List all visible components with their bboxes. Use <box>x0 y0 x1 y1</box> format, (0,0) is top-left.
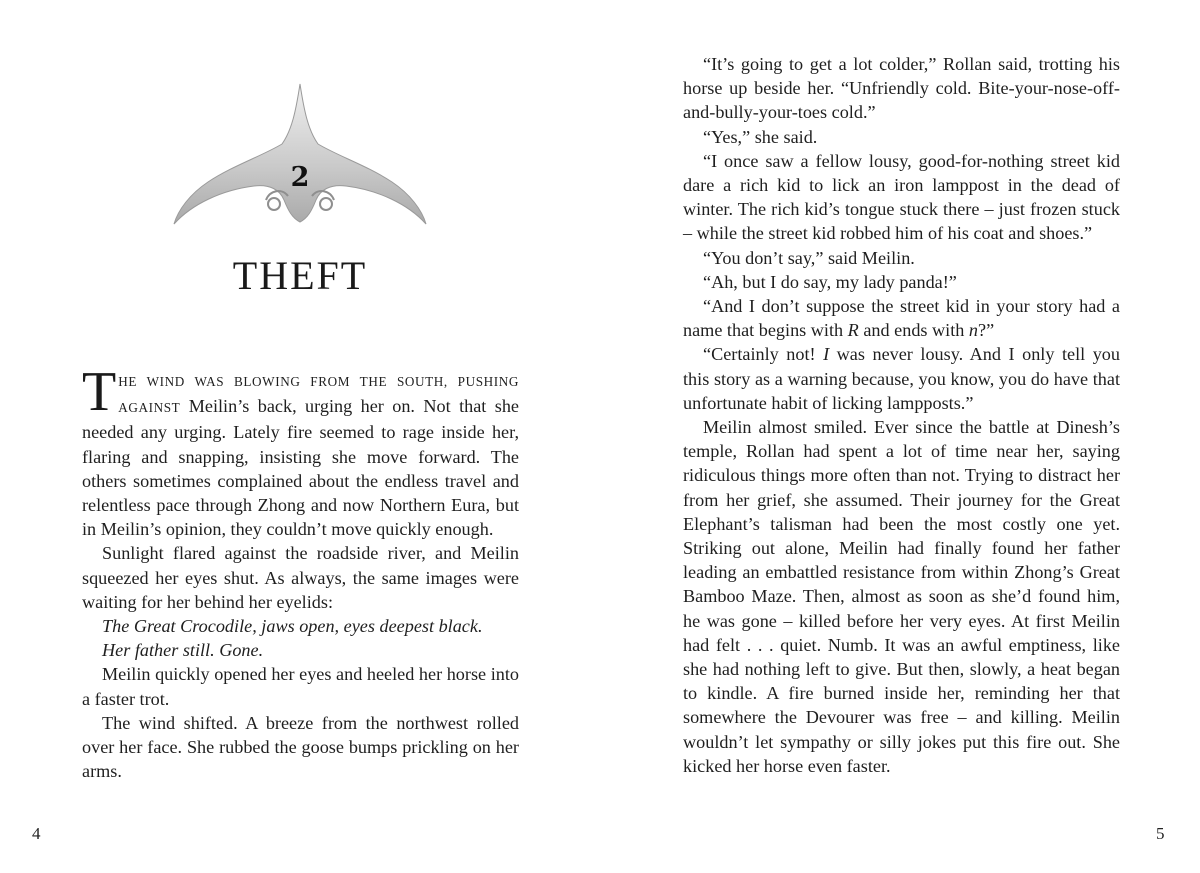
paragraph <box>82 361 519 541</box>
left-page-body <box>82 361 519 783</box>
paragraph-text: was never lousy. And I only tell you this story as a warning because, you know, you do have that unfortunate habit of licking lampposts.” <box>683 344 1120 413</box>
paragraph-text: Meilin’s back, urging her on. Not that she needed any urging. Lately fire seemed to rage inside her, flaring and snapping, insisting she move forward. The others sometimes complained about the endless travel and relentless pace through Zhong and now Northern Eura, but in Meilin’s opinion, they couldn’t move quickly enough. <box>82 396 519 540</box>
paragraph <box>683 342 1120 415</box>
paragraph-text: and ends with <box>858 320 969 341</box>
paragraph: Sunlight flared against the roadside river, and Meilin squeezed her eyes shut. As always, the same images were waiting for her behind her eyelids: <box>82 543 519 612</box>
paragraph <box>683 294 1120 342</box>
page-number-right: 5 <box>1156 824 1165 843</box>
paragraph: “Yes,” she said. <box>703 126 818 147</box>
paragraph-text: ?” <box>978 320 995 341</box>
paragraph: Meilin quickly opened her eyes and heeled her horse into a faster trot. <box>82 664 519 709</box>
paragraph: The wind shifted. A breeze from the northwest rolled over her face. She rubbed the goose bumps prickling on her arms. <box>82 712 519 782</box>
chapter-ornament-icon <box>170 82 430 228</box>
italic-letter: n <box>968 320 979 341</box>
paragraph: “It’s going to get a lot colder,” Rollan said, trotting his horse up beside her. “Unfriendly cold. Bite-your-nose-off-and-bully-your-toes cold.” <box>683 54 1120 123</box>
italic-paragraph: Her father still. Gone. <box>102 640 264 661</box>
opening-smallcaps: HE WIND WAS BLOWING FROM THE SOUTH, PUSHING AGAINST <box>118 374 519 416</box>
paragraph-text: “Certainly not! <box>703 344 824 365</box>
paragraph: “You don’t say,” said Meilin. <box>703 247 915 268</box>
paragraph-text: “And I don’t suppose the street kid in your story had a name that begins with <box>683 296 1120 341</box>
chapter-title: THEFT <box>232 253 368 298</box>
paragraph: Meilin almost smiled. Ever since the battle at Dinesh’s temple, Rollan had spent a lot of time near her, saying ridiculous things more often than not. Trying to distract her from her grief, she assumed. Their journey for the Great Elephant’s talisman had been the most costly one yet. Striking out alone, Meilin had finally found her father leading an embattled resistance from within Zhong’s Great Bamboo Maze. Then, almost as soon as she’d found him, he was gone – killed before her very eyes. At first Meilin had felt . . . quiet. Numb. It was an awful emptiness, like she had nothing left to give. But then, slowly, a heat began to kindle. A fire burned inside her, reminding her that somewhere the Devourer was free – and killing. Meilin wouldn’t let sympathy or silly jokes put this fire out. She kicked her horse even faster. <box>683 417 1120 776</box>
paragraph: “I once saw a fellow lousy, good-for-nothing street kid dare a rich kid to lick an iron lamppost in the dead of winter. The rich kid’s tongue stuck there – just frozen stuck – while the street kid robbed him of his coat and shoes.” <box>683 150 1120 244</box>
italic-paragraph: The Great Crocodile, jaws open, eyes deepest black. <box>102 616 483 637</box>
right-page-body <box>683 52 1120 778</box>
italic-word: I <box>823 344 830 365</box>
italic-letter: R <box>847 320 859 341</box>
chapter-number: 2 <box>290 162 310 193</box>
paragraph: “Ah, but I do say, my lady panda!” <box>703 271 957 292</box>
page-number-left: 4 <box>32 824 41 843</box>
drop-cap: T <box>82 361 117 423</box>
